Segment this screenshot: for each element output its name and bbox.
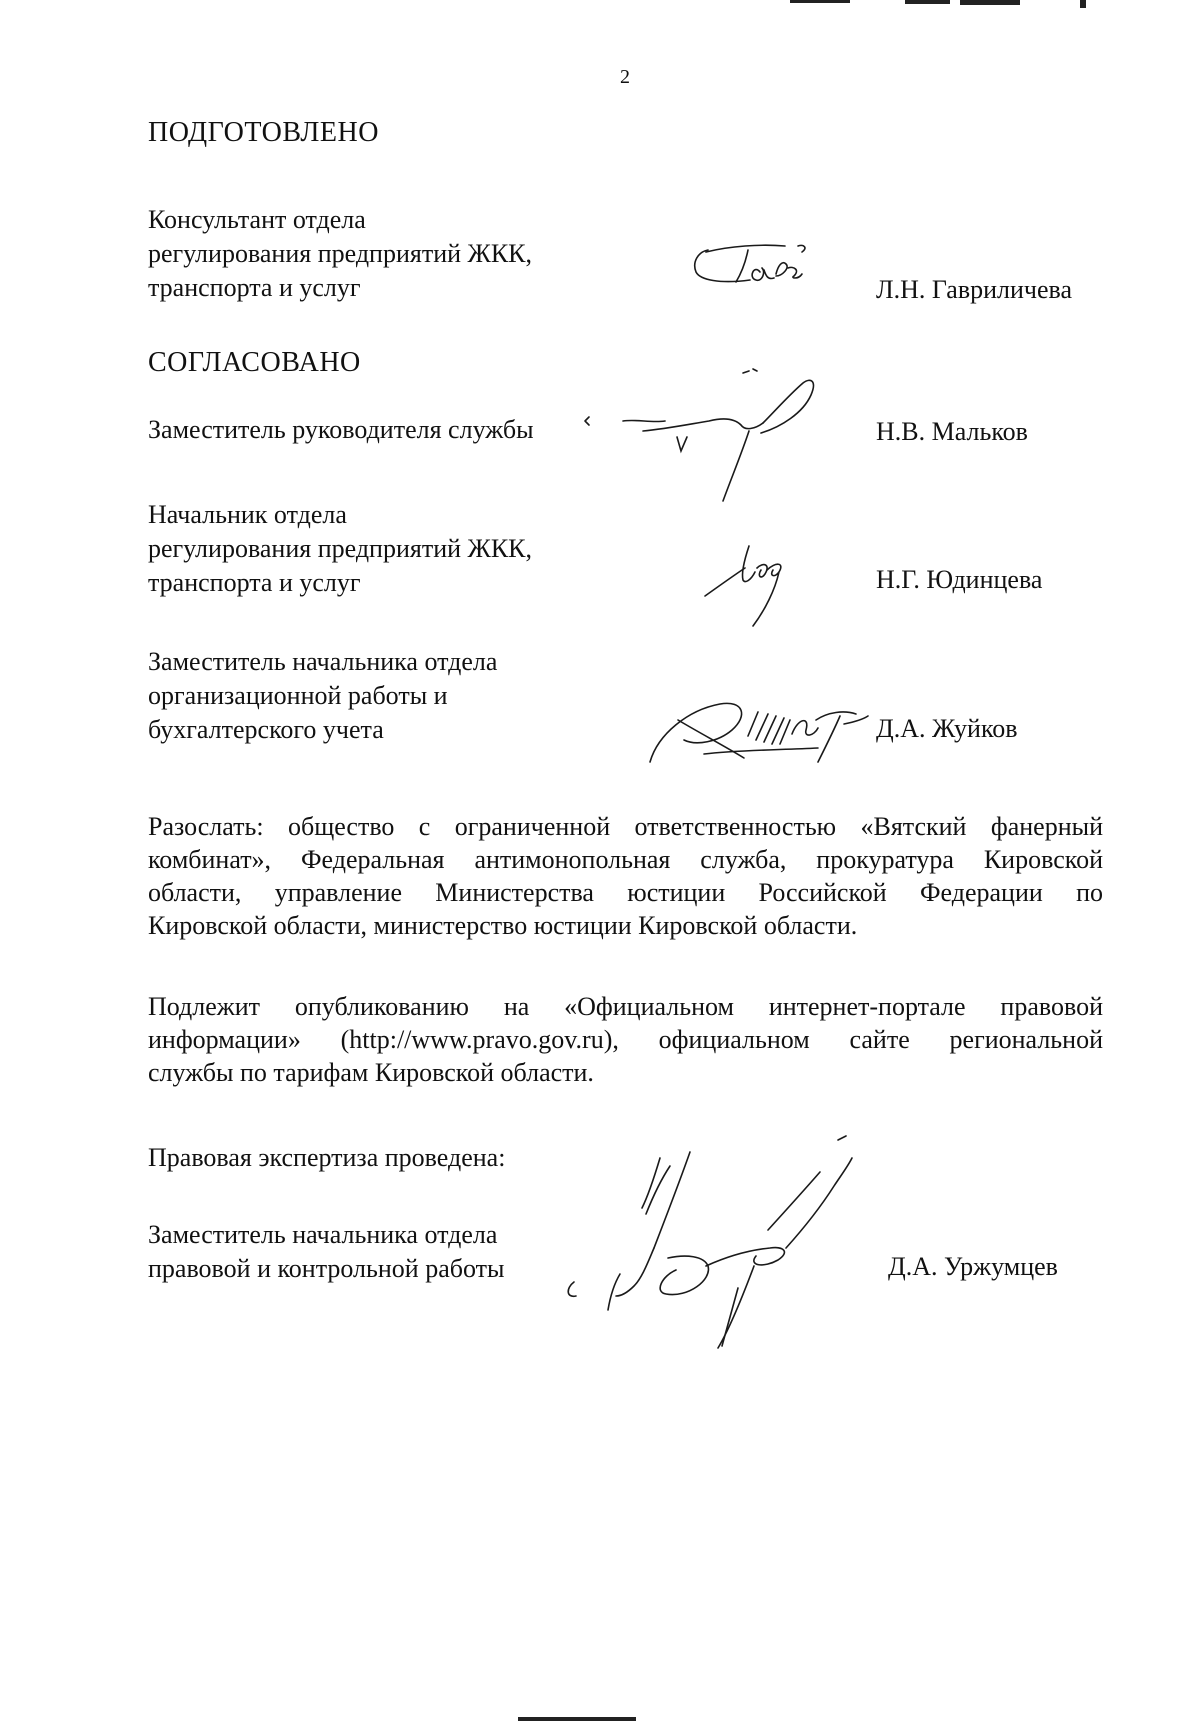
prepared-position: [148, 203, 532, 305]
position-line: правовой и контрольной работы: [148, 1254, 505, 1283]
scan-artifact: [790, 0, 850, 3]
position-line: Заместитель начальника отдела: [148, 1220, 498, 1249]
position-line: Консультант отдела: [148, 205, 366, 234]
paragraph-line: Подлежит опубликованию на «Официальном интернет-портале правовой: [148, 992, 1103, 1021]
position-line: Заместитель начальника отдела: [148, 647, 498, 676]
signer-name: Н.В. Мальков: [876, 417, 1028, 446]
approved-heading: СОГЛАСОВАНО: [148, 347, 361, 378]
position-line: организационной работы и: [148, 681, 448, 710]
scan-artifact: [1080, 0, 1086, 8]
paragraph-line: комбинат», Федеральная антимонопольная служба, прокуратура Кировской: [148, 845, 1103, 874]
distribution-paragraph: [148, 810, 1103, 942]
signer-name: Д.А. Жуйков: [876, 714, 1018, 743]
prepared-heading: ПОДГОТОВЛЕНО: [148, 117, 379, 148]
legal-review-position: [148, 1218, 504, 1286]
position-line: бухгалтерского учета: [148, 715, 384, 744]
signature-gavrilicheva: [690, 238, 820, 303]
paragraph-line: информации» (http://www.pravo.gov.ru), официальном сайте региональной: [148, 1025, 1103, 1054]
page-number: 2: [620, 66, 630, 88]
signer-position: [148, 413, 534, 447]
position-line: Начальник отдела: [148, 500, 347, 529]
signer-position: [148, 498, 532, 600]
signer-name: Н.Г. Юдинцева: [876, 565, 1043, 594]
paragraph-line: области, управление Министерства юстиции Российской Федерации по: [148, 878, 1103, 907]
signature-zhuykov: [648, 690, 878, 775]
legal-review-heading: Правовая экспертиза проведена:: [148, 1143, 506, 1172]
legal-review-name: Д.А. Уржумцев: [888, 1252, 1058, 1281]
publication-paragraph: [148, 990, 1103, 1089]
signature-yudintseva: [705, 540, 805, 635]
signature-urzhumtsev: [558, 1138, 878, 1353]
position-line: регулирования предприятий ЖКК,: [148, 239, 533, 268]
position-line: Заместитель руководителя службы: [148, 415, 534, 444]
signature-malkov: [585, 375, 845, 510]
position-line: регулирования предприятий ЖКК,: [148, 534, 533, 563]
paragraph-line: службы по тарифам Кировской области.: [148, 1058, 594, 1087]
prepared-name: Л.Н. Гавриличева: [876, 275, 1073, 304]
scan-artifact: [960, 0, 1020, 5]
scan-artifact: [518, 1717, 636, 1721]
position-line: транспорта и услуг: [148, 568, 361, 597]
paragraph-line: Разослать: общество с ограниченной ответственностью «Вятский фанерный: [148, 812, 1103, 841]
signer-position: [148, 645, 497, 747]
paragraph-line: Кировской области, министерство юстиции Кировской области.: [148, 911, 858, 940]
position-line: транспорта и услуг: [148, 273, 361, 302]
scan-artifact: [905, 0, 950, 4]
